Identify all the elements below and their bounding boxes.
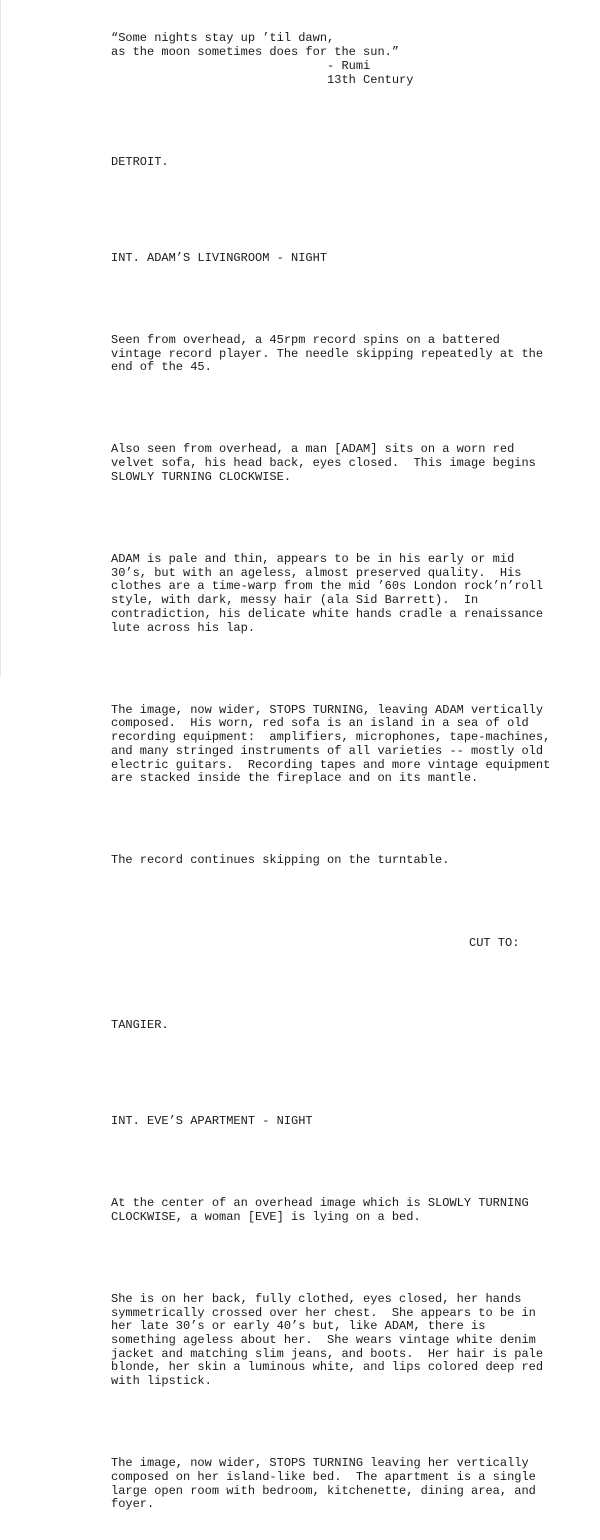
action-paragraph: The image, now wider, STOPS TURNING leaving her vertically composed on her island-like bed. The apartment is a single large open room with bedroom, kitchenette, dining area, and foyer. — [111, 1456, 536, 1512]
location-title-tangier: TANGIER. — [111, 1017, 169, 1032]
location-title-detroit: DETROIT. — [111, 154, 169, 169]
epigraph — [111, 32, 561, 87]
action-paragraph: The record continues skipping on the turntable. — [111, 853, 450, 868]
epigraph-line: as the moon sometimes does for the sun.” — [111, 45, 400, 60]
scene-heading: INT. EVE’S APARTMENT - NIGHT — [111, 1113, 313, 1128]
action-paragraph: Seen from overhead, a 45rpm record spins on a battered vintage record player. The needle skipping repeatedly at the end of the 45. — [111, 332, 544, 375]
action-paragraph: She is on her back, fully clothed, eyes closed, her hands symmetrically crossed over her chest. She appears to be in her late 30’s or early 40’s but, like ADAM, there is something ageless about her. She wears vintage white denim jacket and matching slim jeans, and boots. Her hair is pale blonde, her skin a luminous white, and lips colored deep red with lipstick. — [111, 1291, 544, 1389]
epigraph-line: “Some nights stay up ’til dawn, — [111, 31, 335, 46]
action-paragraph: At the center of an overhead image which is SLOWLY TURNING CLOCKWISE, a woman [EVE] is lying on a bed. — [111, 1196, 529, 1224]
epigraph-author: - Rumi — [111, 58, 371, 73]
action-paragraph: Also seen from overhead, a man [ADAM] sits on a worn red velvet sofa, his head back, eyes closed. This image begins SLOWLY TURNING CLOCKWISE. — [111, 442, 536, 484]
epigraph-era: 13th Century — [111, 72, 414, 87]
action-paragraph: The image, now wider, STOPS TURNING, leaving ADAM vertically composed. His worn, red sofa is an island in a sea of old recording equipment: amplifiers, microphones, tape-machines, and many stringed instruments of all varieties -- mostly old electric guitars. Recording tapes and more vintage equipment are stacked inside the fireplace and on its mantle. — [111, 702, 551, 786]
action-paragraph: ADAM is pale and thin, appears to be in his early or mid 30’s, but with an ageless, almost preserved quality. His clothes are a time-warp from the mid ’60s London rock’n’roll style, with dark, messy hair (ala Sid Barrett). In contradiction, his delicate white hands cradle a renaissance lute across his lap. — [111, 552, 544, 635]
screenplay-text — [111, 5, 561, 1540]
scene-heading: INT. ADAM’S LIVINGROOM - NIGHT — [111, 250, 328, 265]
transition-cut-to: CUT TO: — [469, 935, 520, 950]
